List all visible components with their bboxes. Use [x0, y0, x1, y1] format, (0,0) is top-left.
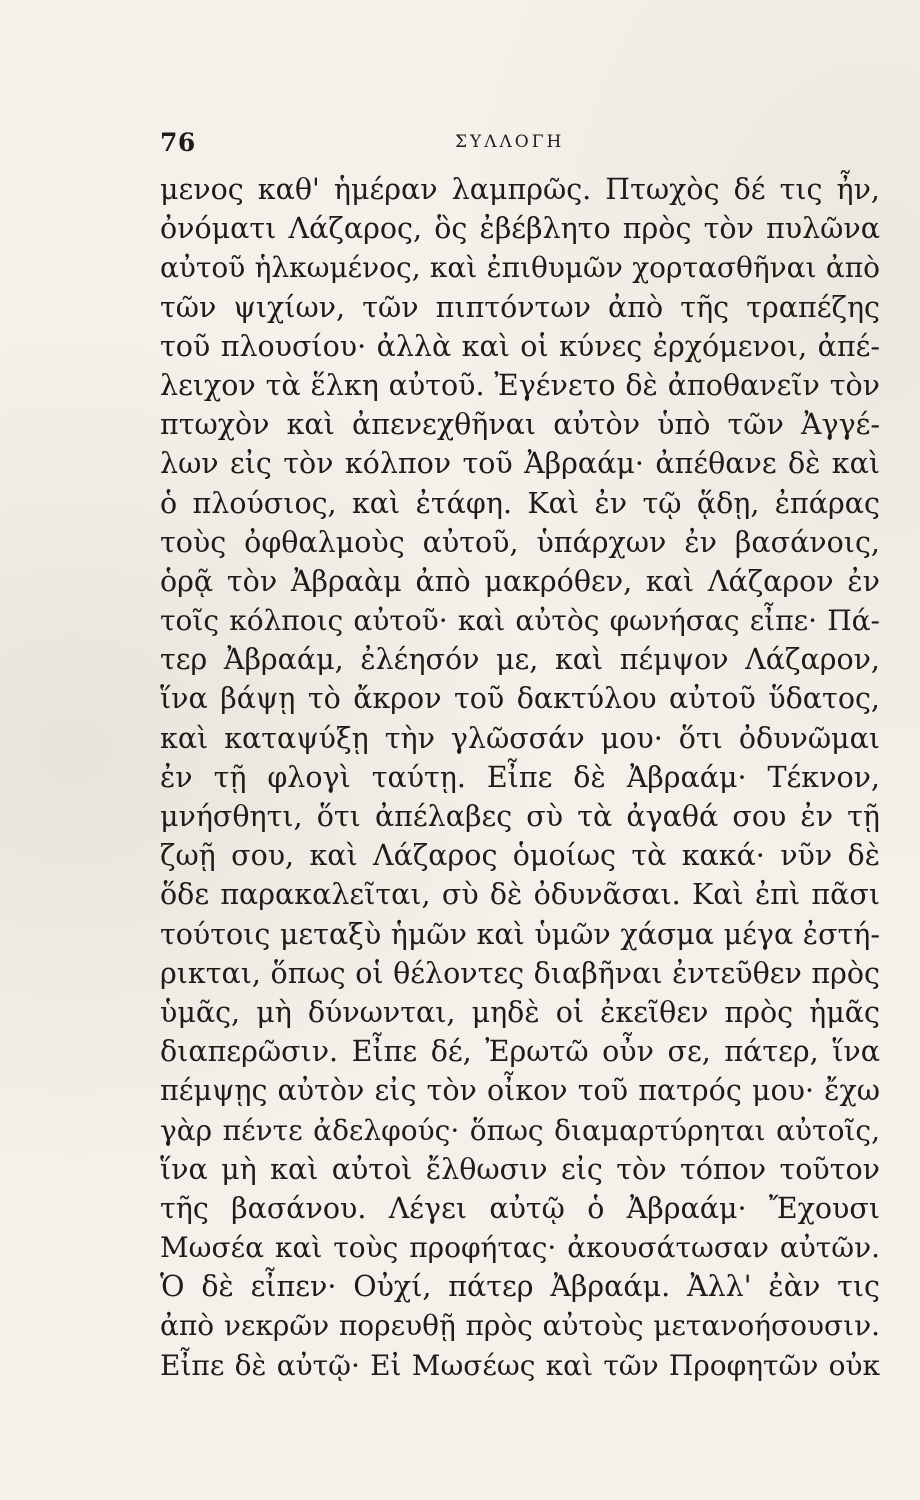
text-line: γὰρ πέντε ἀδελφούς· ὅπως διαμαρτύρηται αὐτοῖς,	[160, 1113, 880, 1147]
text-line: μνήσθητι, ὅτι ἀπέλαβες σὺ τὰ ἀγαθά σου ἐν τῇ	[160, 800, 880, 833]
text-line: τούτοις μεταξὺ ἡμῶν καὶ ὑμῶν χάσμα μέγα ἐστή-	[160, 917, 880, 951]
text-line: ὑμᾶς, μὴ δύνωνται, μηδὲ οἱ ἐκεῖθεν πρὸς ἡμᾶς	[160, 995, 880, 1029]
text-line: τῶν ψιχίων, τῶν πιπτόντων ἀπὸ τῆς τραπέζης	[160, 290, 880, 324]
text-line: αὐτοῦ ἡλκωμένος, καὶ ἐπιθυμῶν χορτασθῆναι ἀπὸ	[160, 251, 880, 285]
text-line: Εἶπε δὲ αὐτῷ· Εἰ Μωσέως καὶ τῶν Προφητῶν οὐκ	[160, 1348, 880, 1382]
page-header	[160, 128, 880, 158]
text-line: ὅδε παρακαλεῖται, σὺ δὲ ὀδυνᾶσαι. Καὶ ἐπὶ πᾶσι	[160, 878, 880, 912]
text-line: Μωσέα καὶ τοὺς προφήτας· ἀκουσάτωσαν αὐτῶν.	[160, 1231, 880, 1265]
running-head: ΣΥΛΛΟΓΗ	[455, 132, 565, 152]
text-line: τερ Ἀβραάμ, ἐλέησόν με, καὶ πέμψον Λάζαρον,	[160, 643, 880, 677]
text-line: ἀπὸ νεκρῶν πορευθῇ πρὸς αὐτοὺς μετανοήσουσιν.	[160, 1309, 880, 1343]
text-line: ζωῇ σου, καὶ Λάζαρος ὁμοίως τὰ κακά· νῦν δὲ	[160, 839, 880, 873]
text-line: διαπερῶσιν. Εἶπε δέ, Ἐρωτῶ οὖν σε, πάτερ, ἵνα	[160, 1035, 880, 1069]
text-line: Ὁ δὲ εἶπεν· Οὐχί, πάτερ Ἀβραάμ. Ἀλλ' ἐὰν τις	[160, 1270, 880, 1304]
text-line: καὶ καταψύξῃ τὴν γλῶσσάν μου· ὅτι ὀδυνῶμαι	[160, 721, 880, 755]
text-line: ὁ πλούσιος, καὶ ἐτάφη. Καὶ ἐν τῷ ᾅδῃ, ἐπάρας	[160, 486, 880, 520]
text-line: ρικται, ὅπως οἱ θέλοντες διαβῆναι ἐντεῦθεν πρὸς	[160, 956, 880, 990]
text-line: ἐν τῇ φλογὶ ταύτῃ. Εἶπε δὲ Ἀβραάμ· Τέκνον,	[160, 760, 880, 794]
text-line: λων εἰς τὸν κόλπον τοῦ Ἀβραάμ· ἀπέθανε δὲ καὶ	[160, 447, 880, 481]
text-line: ἵνα μὴ καὶ αὐτοὶ ἔλθωσιν εἰς τὸν τόπον τοῦτον	[160, 1152, 880, 1186]
text-line: τοῖς κόλποις αὐτοῦ· καὶ αὐτὸς φωνήσας εἶπε· Πά-	[160, 604, 880, 638]
text-line: ὀνόματι Λάζαρος, ὃς ἐβέβλητο πρὸς τὸν πυλῶνα	[160, 212, 880, 246]
text-line: πτωχὸν καὶ ἀπενεχθῆναι αὐτὸν ὑπὸ τῶν Ἀγγέ-	[160, 408, 880, 442]
text-line: τῆς βασάνου. Λέγει αὐτῷ ὁ Ἀβραάμ· Ἔχουσι	[160, 1191, 880, 1225]
text-line: ὁρᾷ τὸν Ἀβραὰμ ἀπὸ μακρόθεν, καὶ Λάζαρον ἐν	[160, 564, 880, 598]
text-line: λειχον τὰ ἕλκη αὐτοῦ. Ἐγένετο δὲ ἀποθανεῖν τὸν	[160, 368, 880, 402]
text-line: μενος καθ' ἡμέραν λαμπρῶς. Πτωχὸς δέ τις ἦν,	[160, 173, 880, 206]
text-line: τοῦ πλουσίου· ἀλλὰ καὶ οἱ κύνες ἐρχόμενοι, ἀπέ-	[160, 329, 880, 363]
text-line: ἵνα βάψῃ τὸ ἄκρον τοῦ δακτύλου αὐτοῦ ὕδατος,	[160, 682, 880, 716]
text-line: τοὺς ὀφθαλμοὺς αὐτοῦ, ὑπάρχων ἐν βασάνοις,	[160, 525, 880, 559]
text-line: πέμψῃς αὐτὸν εἰς τὸν οἶκον τοῦ πατρός μου· ἔχω	[160, 1074, 880, 1108]
body-text	[160, 170, 880, 1385]
page-number: 76	[160, 128, 196, 157]
